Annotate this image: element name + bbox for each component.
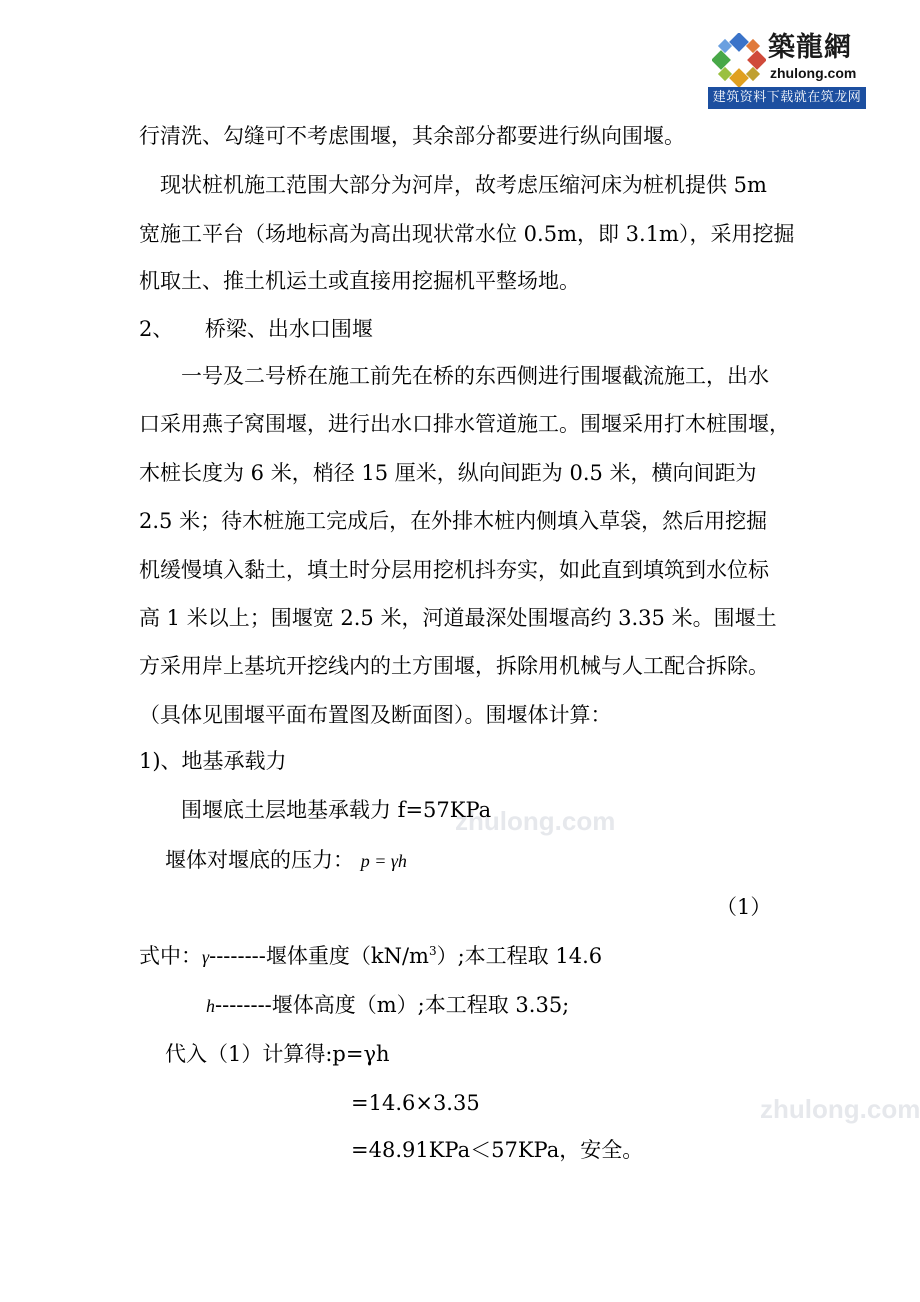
logo-domain: zhulong.com	[770, 65, 857, 81]
zhulong-logo	[708, 31, 866, 109]
paragraph-line: 2.5 米；待木桩施工完成后，在外排木桩内侧填入草袋，然后用挖掘	[139, 509, 768, 533]
formula-intro: 堰体对堰底的压力：	[165, 848, 354, 872]
section-heading: 2、 桥梁、出水口围堰	[139, 317, 373, 341]
logo-tagline: 建筑资料下载就在筑龙网	[708, 87, 866, 109]
gamma-value: ）;本工程取 14.6	[436, 944, 603, 968]
where-gamma-line	[139, 941, 602, 972]
paragraph-line: 机缓慢填入黏土，填土时分层用挖机抖夯实，如此直到填筑到水位标	[139, 558, 769, 582]
paragraph-line: 现状桩机施工范围大部分为河岸，故考虑压缩河床为桩机提供 5m	[139, 173, 767, 197]
watermark: zhulong.com	[455, 806, 616, 836]
where-prefix: 式中：	[139, 944, 202, 968]
where-h-line	[206, 990, 569, 1021]
paragraph-line: （具体见围堰平面布置图及断面图）。围堰体计算：	[139, 703, 612, 727]
formula-expression: p = γh	[360, 851, 407, 871]
paragraph-line: 高 1 米以上；围堰宽 2.5 米，河道最深处围堰高约 3.35 米。围堰土	[139, 606, 777, 630]
paragraph-line: 机取土、推土机运土或直接用挖掘机平整场地。	[139, 269, 580, 293]
paragraph-line: 一号及二号桥在施工前先在桥的东西侧进行围堰截流施工，出水	[139, 364, 769, 388]
subsection-heading: 1)、地基承载力	[139, 749, 287, 773]
unit-superscript: 3	[428, 944, 437, 958]
h-symbol: h	[206, 996, 215, 1016]
paragraph-line: 围堰底土层地基承载力 f=57KPa	[139, 798, 492, 822]
calc-line-1: 代入（1）计算得:p=γh	[165, 1042, 390, 1066]
zhulong-snowflake-icon	[712, 33, 766, 87]
logo-chinese-name: 築龍網	[768, 32, 852, 63]
gamma-description: --------堰体重度（kN/m	[209, 944, 429, 968]
paragraph-line: 宽施工平台（场地标高为高出现状常水位 0.5m，即 3.1m），采用挖掘	[139, 222, 795, 246]
gamma-symbol: γ	[202, 947, 210, 967]
calc-line-2: =14.6×3.35	[351, 1091, 480, 1115]
paragraph-line: 方采用岸上基坑开挖线内的土方围堰，拆除用机械与人工配合拆除。	[139, 654, 769, 678]
paragraph-line: 木桩长度为 6 米，梢径 15 厘米，纵向间距为 0.5 米，横向间距为	[139, 461, 757, 485]
formula-number: （1）	[716, 895, 772, 919]
paragraph-line: 行清洗、勾缝可不考虑围堰，其余部分都要进行纵向围堰。	[139, 124, 685, 148]
watermark: zhulong.com	[760, 1094, 920, 1124]
formula-line	[165, 845, 407, 876]
h-description: --------堰体高度（m）;本工程取 3.35;	[215, 993, 570, 1017]
calc-line-3: =48.91KPa＜57KPa，安全。	[351, 1138, 644, 1162]
paragraph-line: 口采用燕子窝围堰，进行出水口排水管道施工。围堰采用打木桩围堰，	[139, 412, 790, 436]
